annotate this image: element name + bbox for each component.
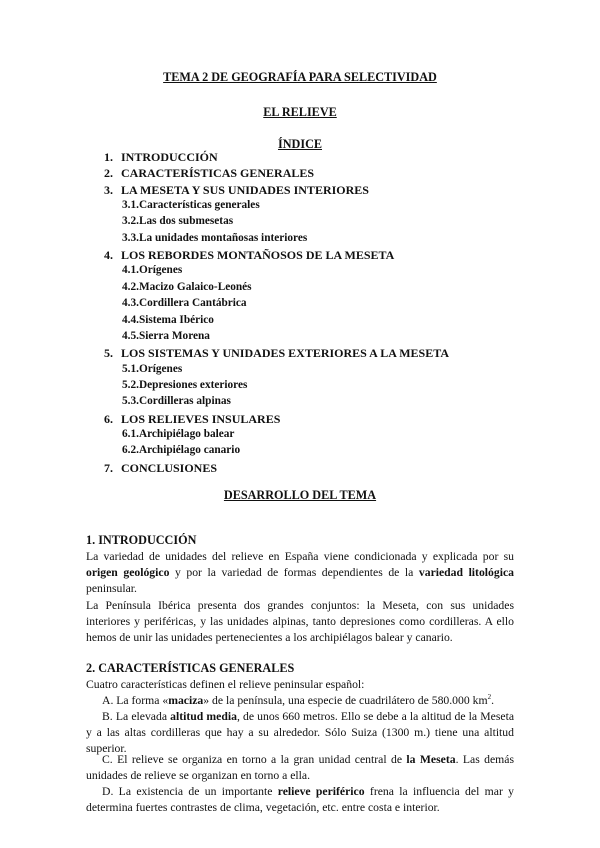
toc-number: 3.: [104, 182, 113, 197]
toc-subitem: [122, 428, 234, 440]
toc-label: LA MESETA Y SUS UNIDADES INTERIORES: [121, 182, 369, 197]
toc-label: Características generales: [138, 199, 260, 212]
toc-subitem: [122, 363, 182, 375]
toc-number: 5.2.: [122, 378, 139, 391]
section-1-paragraph-1: La variedad de unidades del relieve en España viene condicionada y explicada por su origen geológico y por la variedad de formas dependientes de la variedad litológica peninsular.: [86, 550, 515, 595]
toc-label: Cordilleras alpinas: [138, 395, 231, 408]
toc-number: 4.1.: [122, 264, 139, 277]
toc-subitem: [122, 281, 252, 293]
toc-label: LOS RELIEVES INSULARES: [121, 411, 281, 426]
feature-c: C. El relieve se organiza en torno a la gran unidad central de la Meseta. Las demás unidades de relieve se organizan en torno a ella.: [86, 753, 515, 782]
toc-label: Macizo Galaico-Leonés: [138, 280, 252, 293]
toc-number: 4.3.: [122, 297, 139, 310]
toc-number: 1.: [104, 150, 113, 164]
feature-b: B. La elevada altitud media, de unos 660 metros. Ello se debe a la altitud de la Meseta y a las altas cordilleras que hay a su alrededor. Sólo Suiza (1300 m.) tiene una altitud superior.: [86, 710, 515, 755]
toc-number: 5.1.: [122, 362, 139, 375]
toc-subitem: [122, 379, 247, 391]
section-1-heading: 1. INTRODUCCIÓN: [86, 533, 197, 547]
toc-label: Archipiélago balear: [138, 427, 235, 440]
toc-number: 6.: [104, 411, 113, 426]
toc-number: 3.1.: [122, 199, 139, 212]
toc-item: [104, 166, 314, 181]
toc-label: Archipiélago canario: [138, 444, 241, 457]
section-1-paragraph-2: La Península Ibérica presenta dos grandes conjuntos: la Meseta, con sus unidades interiores y periféricas, y las unidades alpinas, tanto depresiones como cordilleras. A ello hemos de unir las unidades pertenecientes a los archipiélagos balear y canario.: [86, 599, 514, 644]
toc-label: Las dos submesetas: [138, 215, 234, 228]
toc-item: [104, 183, 369, 198]
toc-number: 4.2.: [122, 280, 139, 293]
toc-subitem: [122, 330, 210, 342]
toc-number: 4.4.: [122, 313, 139, 326]
toc-subitem: [122, 215, 233, 227]
toc-subitem: [122, 297, 247, 309]
toc-subitem: [122, 199, 260, 211]
toc-number: 2.: [104, 166, 113, 181]
toc-label: LOS REBORDES MONTAÑOSOS DE LA MESETA: [121, 248, 395, 263]
toc-number: 3.2.: [122, 215, 139, 228]
toc-number: 7.: [104, 460, 113, 475]
section-2-heading: 2. CARACTERÍSTICAS GENERALES: [86, 661, 295, 675]
toc-label: CONCLUSIONES: [121, 460, 218, 475]
toc-subitem: [122, 314, 214, 326]
toc-subitem: [122, 395, 231, 407]
document-title: TEMA 2 DE GEOGRAFÍA PARA SELECTIVIDAD: [163, 70, 437, 84]
feature-a: A. La forma «maciza» de la península, una especie de cuadrilátero de 580.000 $km^2$.: [102, 693, 494, 707]
toc-subitem: [122, 232, 307, 244]
toc-number: 3.3.: [122, 231, 139, 244]
toc-item: [104, 150, 218, 165]
toc-label: Depresiones exteriores: [138, 378, 248, 391]
feature-d: D. La existencia de un importante relieve periférico frena la influencia del mar y determina fuertes contrastes de clima, vegetación, etc. entre costa e interior.: [86, 785, 515, 814]
toc-subitem: [122, 444, 240, 456]
toc-number: 6.1.: [122, 427, 139, 440]
toc-number: 4.5.: [122, 329, 139, 342]
toc-label: INTRODUCCIÓN: [121, 150, 218, 164]
toc-label: Sierra Morena: [138, 329, 210, 342]
toc-number: 5.3.: [122, 395, 139, 408]
toc-label: Orígenes: [138, 362, 183, 375]
toc-item: [104, 248, 394, 263]
toc-label: Sistema Ibérico: [138, 313, 214, 326]
section-2-intro: Cuatro características definen el relieve peninsular español:: [86, 678, 365, 691]
toc-number: 4.: [104, 248, 113, 263]
toc-label: Cordillera Cantábrica: [138, 297, 247, 310]
topic-subtitle: EL RELIEVE: [263, 105, 337, 119]
toc-label: CARACTERÍSTICAS GENERALES: [121, 166, 315, 181]
toc-number: 5.: [104, 346, 113, 361]
toc-item: [104, 346, 449, 361]
toc-label: LOS SISTEMAS Y UNIDADES EXTERIORES A LA MESETA: [121, 346, 449, 361]
toc-number: 6.2.: [122, 444, 139, 457]
toc-subitem: [122, 264, 182, 276]
toc-label: Orígenes: [138, 264, 183, 277]
toc-item: [104, 412, 280, 427]
development-heading: DESARROLLO DEL TEMA: [223, 488, 377, 502]
toc-label: La unidades montañosas interiores: [138, 231, 308, 244]
index-heading: ÍNDICE: [277, 137, 323, 151]
toc-item: [104, 461, 217, 476]
